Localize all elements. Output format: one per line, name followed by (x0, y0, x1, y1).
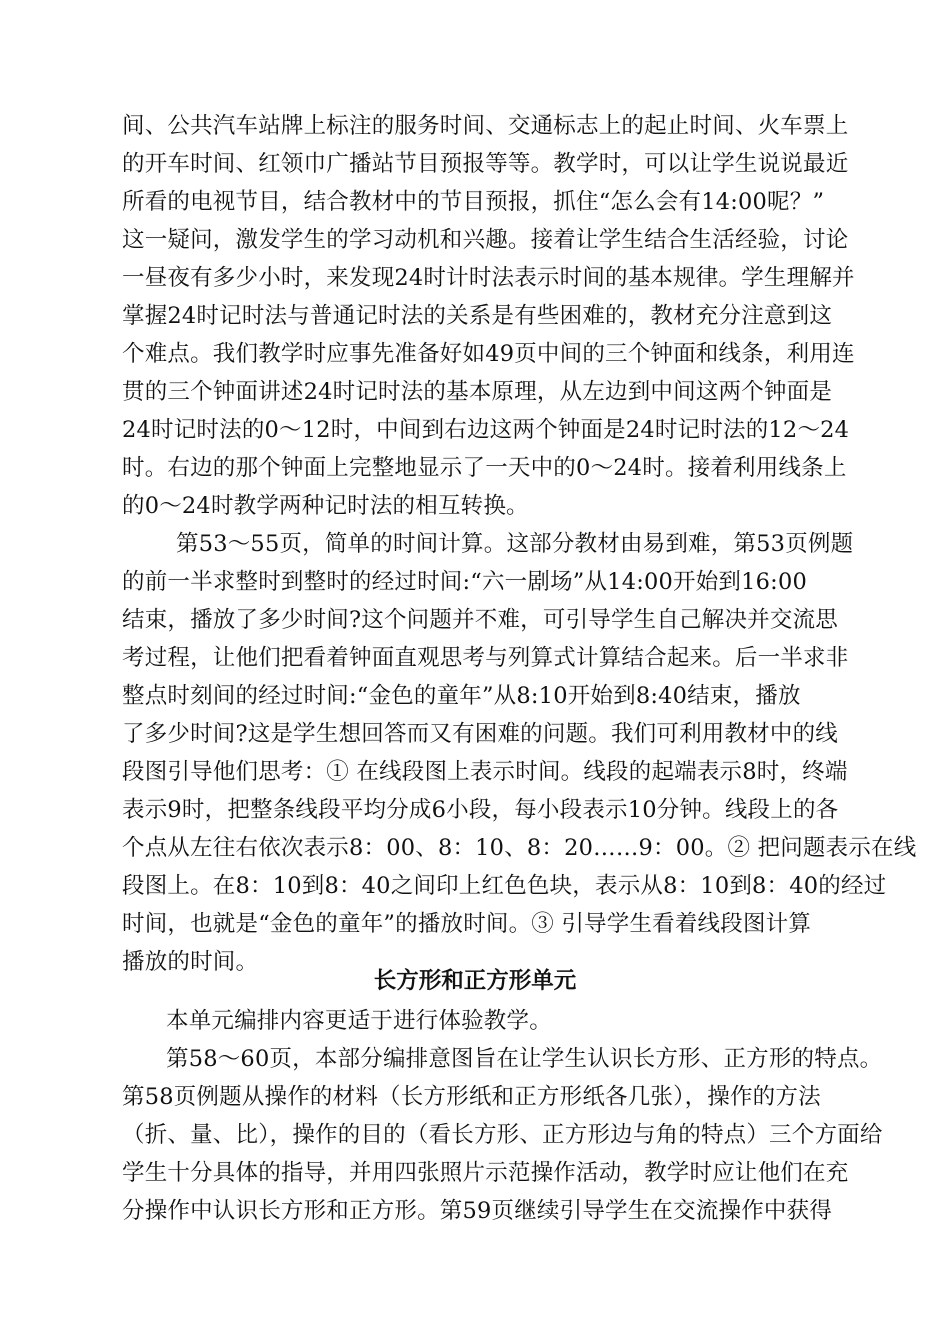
paragraph-line: 结束，播放了多少时间?这个问题并不难，可引导学生自己解决并交流思 (122, 607, 838, 633)
paragraph-line: 第53～55页，简单的时间计算。这部分教材由易到难，第53页例题 (176, 531, 854, 557)
paragraph-line: 播放的时间。 (122, 949, 259, 975)
paragraph-line: 表示9时，把整条线段平均分成6小段，每小段表示10分钟。线段上的各 (122, 797, 839, 823)
paragraph-line: 的0～24时教学两种记时法的相互转换。 (122, 493, 529, 519)
section-heading: 长方形和正方形单元 (373, 968, 577, 994)
paragraph-line: 个点从左往右依次表示8：00、8：10、8：20……9：00。② 把问题表示在线 (122, 835, 917, 861)
paragraph-line: 掌握24时记时法与普通记时法的关系是有些困难的，教材充分注意到这 (122, 303, 833, 329)
paragraph-line: 学生十分具体的指导，并用四张照片示范操作活动，教学时应让他们在充 (122, 1160, 849, 1186)
paragraph-line: 时。右边的那个钟面上完整地显示了一天中的0～24时。接着利用线条上 (122, 455, 847, 481)
paragraph-line: 考过程，让他们把看着钟面直观思考与列算式计算结合起来。后一半求非 (122, 645, 849, 671)
paragraph-line: 贯的三个钟面讲述24时记时法的基本原理，从左边到中间这两个钟面是 (122, 379, 833, 405)
paragraph-line: 24时记时法的0～12时，中间到右边这两个钟面是24时记时法的12～24 (122, 417, 850, 443)
paragraph-line: 整点时刻间的经过时间:“金色的童年”从8:10开始到8:40结束，播放 (122, 683, 801, 709)
paragraph-line: 时间，也就是“金色的童年”的播放时间。③ 引导学生看着线段图计算 (122, 911, 812, 937)
paragraph-line: （折、量、比），操作的目的（看长方形、正方形边与角的特点）三个方面给 (122, 1122, 883, 1148)
paragraph-line: 本单元编排内容更适于进行体验教学。 (166, 1008, 552, 1034)
paragraph-line: 一昼夜有多少小时，来发现24时计时法表示时间的基本规律。学生理解并 (122, 265, 855, 291)
paragraph-line: 第58～60页，本部分编排意图旨在让学生认识长方形、正方形的特点。 (166, 1046, 883, 1072)
paragraph-line: 个难点。我们教学时应事先准备好如49页中间的三个钟面和线条，利用连 (122, 341, 855, 367)
paragraph-line: 的开车时间、红领巾广播站节目预报等等。教学时，可以让学生说说最近 (122, 151, 849, 177)
paragraph-line: 分操作中认识长方形和正方形。第59页继续引导学生在交流操作中获得 (122, 1198, 833, 1224)
paragraph-line: 第58页例题从操作的材料（长方形纸和正方形纸各几张），操作的方法 (122, 1084, 821, 1110)
paragraph-line: 段图上。在8：10到8：40之间印上红色色块，表示从8：10到8：40的经过 (122, 873, 887, 899)
paragraph-line: 这一疑问，激发学生的学习动机和兴趣。接着让学生结合生活经验，讨论 (122, 227, 849, 253)
paragraph-line: 所看的电视节目，结合教材中的节目预报，抓住“怎么会有14:00呢？” (122, 189, 825, 215)
paragraph-line: 间、公共汽车站牌上标注的服务时间、交通标志上的起止时间、火车票上 (122, 113, 849, 139)
paragraph-line: 了多少时间?这是学生想回答而又有困难的问题。我们可利用教材中的线 (122, 721, 838, 747)
paragraph-line: 的前一半求整时到整时的经过时间:“六一剧场”从14:00开始到16:00 (122, 569, 807, 595)
paragraph-line: 段图引导他们思考：① 在线段图上表示时间。线段的起端表示8时，终端 (122, 759, 848, 785)
